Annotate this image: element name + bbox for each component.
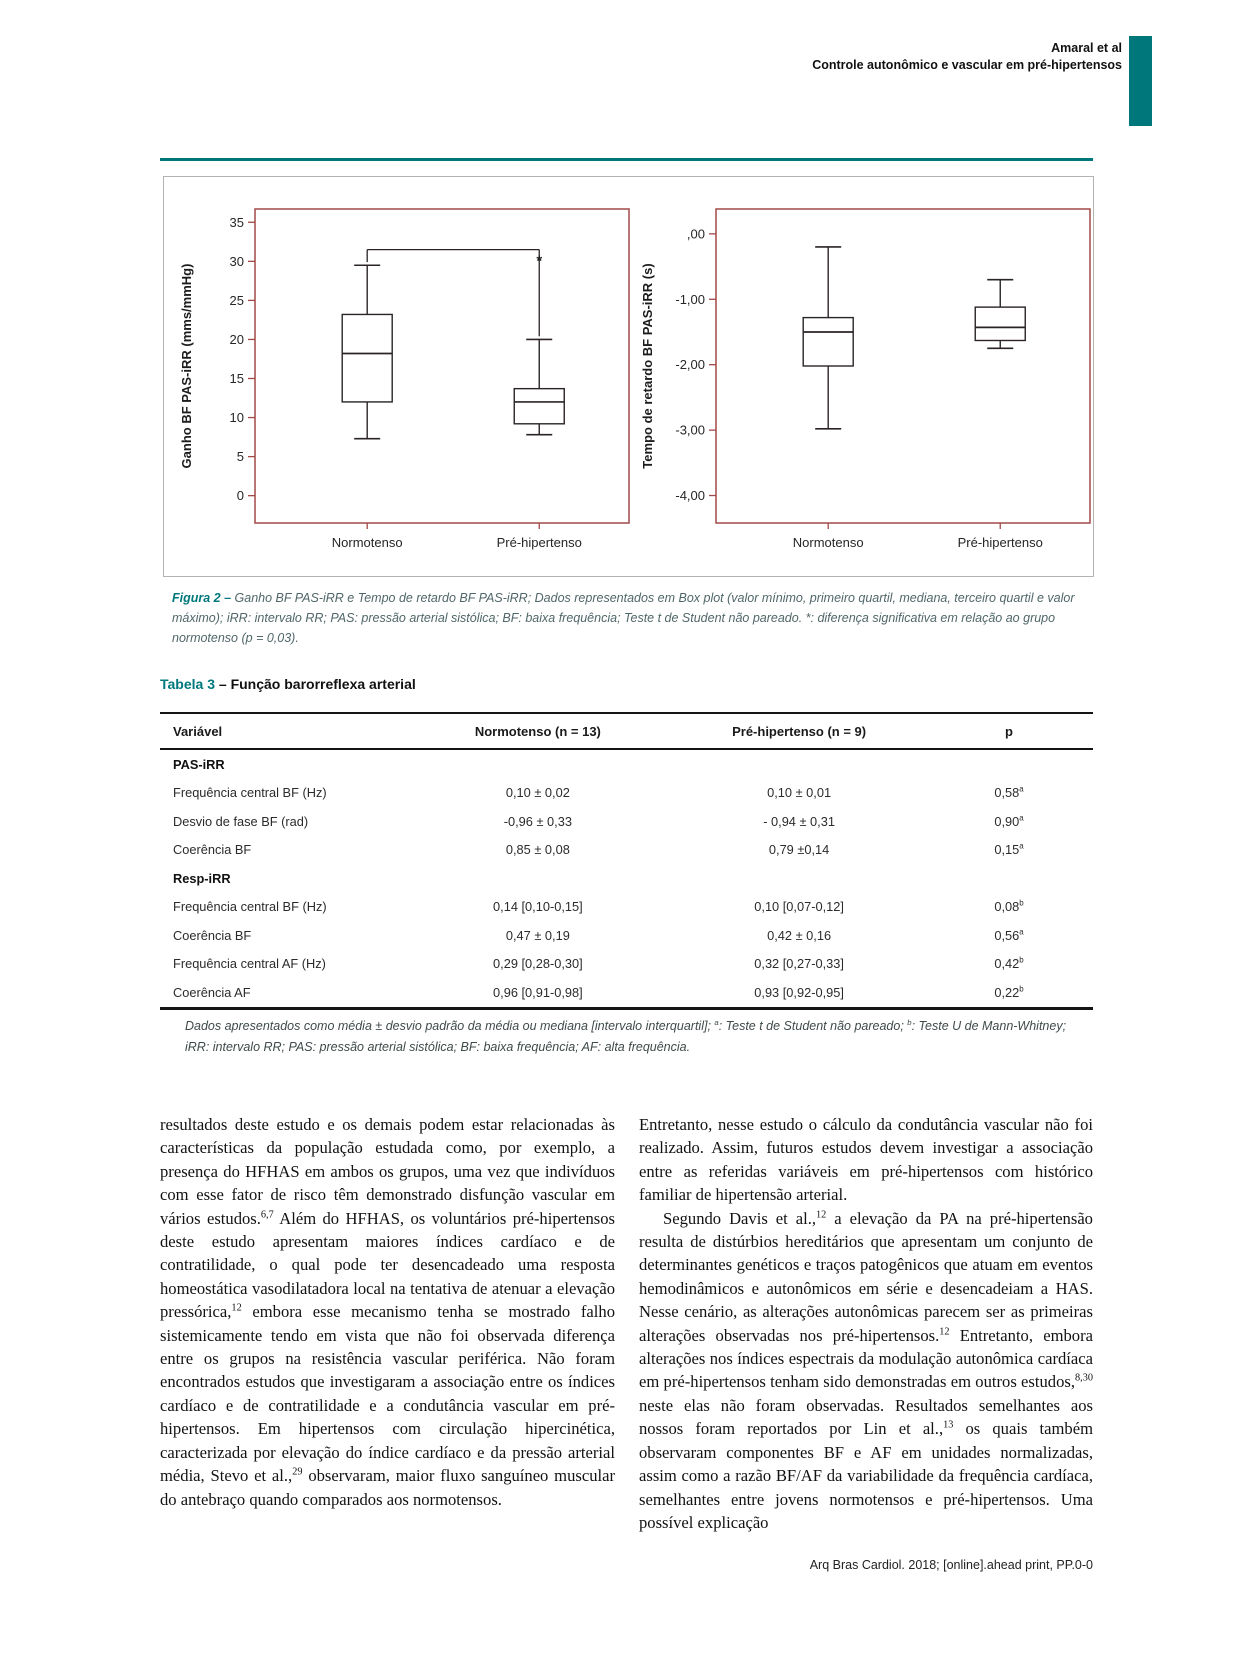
y-axis-title: Ganho BF PAS-iRR (mms/mmHg): [179, 263, 194, 469]
table-section-label: Resp-iRR: [173, 870, 231, 886]
y-tick-label: ,00: [686, 226, 705, 242]
table-header-pre-hipertenso: Pré-hipertenso (n = 9): [732, 723, 867, 739]
figure-top-rule: [160, 158, 1093, 161]
iqr-box: [975, 307, 1025, 340]
table-row: [160, 978, 1093, 1010]
table-cell: -0,96 ± 0,33: [503, 813, 572, 829]
table-cell: 0,42 ± 0,16: [767, 927, 832, 943]
y-tick-label: 30: [229, 253, 244, 269]
category-label: Normotenso: [792, 535, 864, 550]
y-tick-label: 15: [229, 370, 244, 386]
table-cell: 0,10 ± 0,01: [767, 785, 832, 801]
footer-citation: Arq Bras Cardiol. 2018; [online].ahead print, PP.0-0: [809, 1558, 1093, 1572]
table-row: [160, 807, 1093, 836]
table-header-row: [160, 714, 1093, 750]
table-cell: 0,14 [0,10-0,15]: [493, 899, 583, 915]
running-head-title: Controle autonômico e vascular em pré-hipertensos: [812, 58, 1122, 72]
y-tick-label: 5: [236, 449, 244, 465]
body-paragraph: resultados deste estudo e os demais podem estar relacionadas às características da população estudada como, por exemplo, a presença do HFHAS em ambos os grupos, uma vez que indivíduos com esse fator de risco têm demonstrado disfunção vascular em vários estudos.$^{6,7}$ Além do HFHAS, os voluntários pré-hipertensos deste estudo apresentam maiores índices cardíaco e de contratilidade, o qual pode ter desencadeado uma resposta homeostática vasodilatadora local na tentativa de atenuar a elevação pressórica,$^{12}$ embora esse mecanismo tenha se mostrado falho sistemicamente tendo em vista que não foi observada diferença entre os grupos na resistência vascular periférica. Não foram encontrados estudos que investigaram a associação entre os índices cardíaco e de contratilidade e a condutância vascular em pré-hipertensos. Em hipertensos com circulação hipercinética, caracterizada por elevação do índice cardíaco e da pressão arterial média, Stevo et al.,$^{29}$ observaram, maior fluxo sanguíneo muscular do antebraço quando comparados aos normotensos.: [160, 1115, 616, 1509]
table-cell: 0,10 ± 0,02: [505, 785, 570, 801]
table-cell: 0,10 [0,07-0,12]: [754, 899, 844, 915]
plot-frame: [716, 209, 1090, 523]
plot-frame: [255, 209, 629, 523]
table-cell: Frequência central BF (Hz): [173, 899, 327, 915]
table-cell: 0,85 ± 0,08: [505, 842, 570, 858]
body-paragraph: Segundo Davis et al.,$^{12}$ a elevação da PA na pré-hipertensão resulta de distúrbios hereditários que apresentam um conjunto de determinantes genéticos e traços patogênicos que atuam em eventos hemodinâmicos e autonômicos em série e desencadeiam a HAS. Nesse cenário, as alterações autonômicas parecem ser as primeiras alterações observadas nos pré-hipertensos.$^{12}$ Entretanto, embora alterações nos índices espectrais da modulação autonômica cardíaca em pré-hipertensos tenham sido demonstradas em outros estudos,$^{8,30}$ neste elas não foram observadas. Resultados semelhantes aos nossos foram reportados por Lin et al.,$^{13}$ os quais também observaram componentes BF e AF em unidades normalizadas, assim como a razão BF/AF da variabilidade da frequência cardíaca, semelhantes entre jovens normotensos e pré-hipertensos. Uma possível explicação: [639, 1208, 1093, 1532]
y-tick-label: 20: [229, 331, 244, 347]
boxplot-svg: [173, 193, 638, 568]
running-head-authors: Amaral et al: [1051, 41, 1122, 55]
table-cell: Coerência BF: [173, 842, 252, 858]
category-label: Pré-hipertenso: [957, 535, 1043, 550]
y-tick-label: 0: [236, 488, 244, 504]
table-cell: 0,29 [0,28-0,30]: [493, 956, 583, 972]
iqr-box: [803, 318, 853, 366]
table-body: [160, 750, 1093, 1010]
y-tick-label: -2,00: [675, 357, 705, 373]
table-cell: Frequência central BF (Hz): [173, 785, 327, 801]
figure-caption: [172, 588, 1088, 648]
y-tick-label: -3,00: [675, 422, 705, 438]
table-title-label: Tabela 3: [160, 676, 215, 692]
header-accent-bar: [1129, 36, 1152, 126]
figure-caption-label: Figura 2 –: [172, 591, 232, 605]
table-cell: 0,56$^a$: [994, 927, 1024, 943]
table-cell: 0,93 [0,92-0,95]: [754, 984, 844, 1000]
table-cell: 0,47 ± 0,19: [505, 927, 570, 943]
table-cell: 0,08$^b$: [994, 898, 1024, 915]
table-cell: 0,96 [0,91-0,98]: [493, 984, 583, 1000]
table-cell: 0,42$^b$: [994, 955, 1024, 972]
significance-star: *: [536, 252, 543, 270]
iqr-box: [342, 314, 392, 401]
boxplot-tempo-retardo-bf-pas-irr: [634, 193, 1099, 573]
table-row: [160, 750, 1093, 779]
boxplot-svg: [634, 193, 1099, 568]
figure-box: [163, 176, 1094, 577]
y-tick-label: 25: [229, 292, 244, 308]
table-cell: 0,15$^a$: [994, 841, 1024, 858]
table-title-text: – Função barorreflexa arterial: [218, 676, 416, 692]
category-label: Normotenso: [331, 535, 403, 550]
y-tick-label: -4,00: [675, 488, 705, 504]
table-title: [160, 676, 416, 692]
table: [160, 712, 1093, 1010]
table-cell: Desvio de fase BF (rad): [173, 813, 309, 829]
table-cell: - 0,94 ± 0,31: [763, 813, 835, 829]
table-row: [160, 893, 1093, 922]
table-header-p: p: [1005, 723, 1013, 739]
y-axis-title: Tempo de retardo BF PAS-iRR (s): [640, 263, 655, 469]
body-left-column: [160, 1113, 615, 1511]
table-row: [160, 836, 1093, 865]
table-cell: Coerência AF: [173, 984, 251, 1000]
figure-caption-text: Ganho BF PAS-iRR e Tempo de retardo BF PAS-iRR; Dados representados em Box plot (valor mínimo, primeiro quartil, mediana, terceiro quartil e valor máximo); iRR: intervalo RR; PAS: pressão arterial sistólica; BF: baixa frequência; Teste t de Student não pareado. *: diferença significativa em relação ao grupo normotenso (p = 0,03).: [172, 591, 1075, 645]
table-section-label: PAS-iRR: [173, 756, 225, 772]
y-tick-label: 10: [229, 410, 244, 426]
table-cell: 0,90$^a$: [994, 813, 1024, 829]
table-cell: 0,79 ±0,14: [768, 842, 830, 858]
table-header-normotenso: Normotenso (n = 13): [474, 723, 601, 739]
iqr-box: [514, 389, 564, 424]
table-cell: 0,58$^a$: [994, 784, 1024, 801]
y-tick-label: -1,00: [675, 291, 705, 307]
body-paragraph: Entretanto, nesse estudo o cálculo da condutância vascular não foi realizado. Assim, futuros estudos devem investigar a associação entre as referidas variáveis em pré-hipertensos com histórico familiar de hipertensão arterial.: [639, 1115, 1093, 1205]
running-head: [812, 40, 1122, 74]
table-cell: 0,32 [0,27-0,33]: [754, 956, 844, 972]
table-row: [160, 950, 1093, 979]
table-header-variavel: Variável: [173, 723, 223, 739]
y-tick-label: 35: [229, 214, 244, 230]
table-cell: Coerência BF: [173, 927, 252, 943]
body-right-column: [639, 1113, 1093, 1534]
boxplot-ganho-bf-pas-irr: [173, 193, 638, 573]
table-row: [160, 864, 1093, 893]
category-label: Pré-hipertenso: [496, 535, 582, 550]
table-row: [160, 921, 1093, 950]
table-footnote: Dados apresentados como média ± desvio padrão da média ou mediana [intervalo interquartil]; $^a$: Teste t de Student não pareado; $^b$: Teste U de Mann-Whitney; iRR: intervalo RR; PAS: pressão arterial sistólica; BF: baixa frequência; AF: alta frequência.: [185, 1017, 1067, 1054]
table-cell: 0,22$^b$: [994, 984, 1024, 1000]
table-cell: Frequência central AF (Hz): [173, 956, 326, 972]
table-row: [160, 779, 1093, 808]
